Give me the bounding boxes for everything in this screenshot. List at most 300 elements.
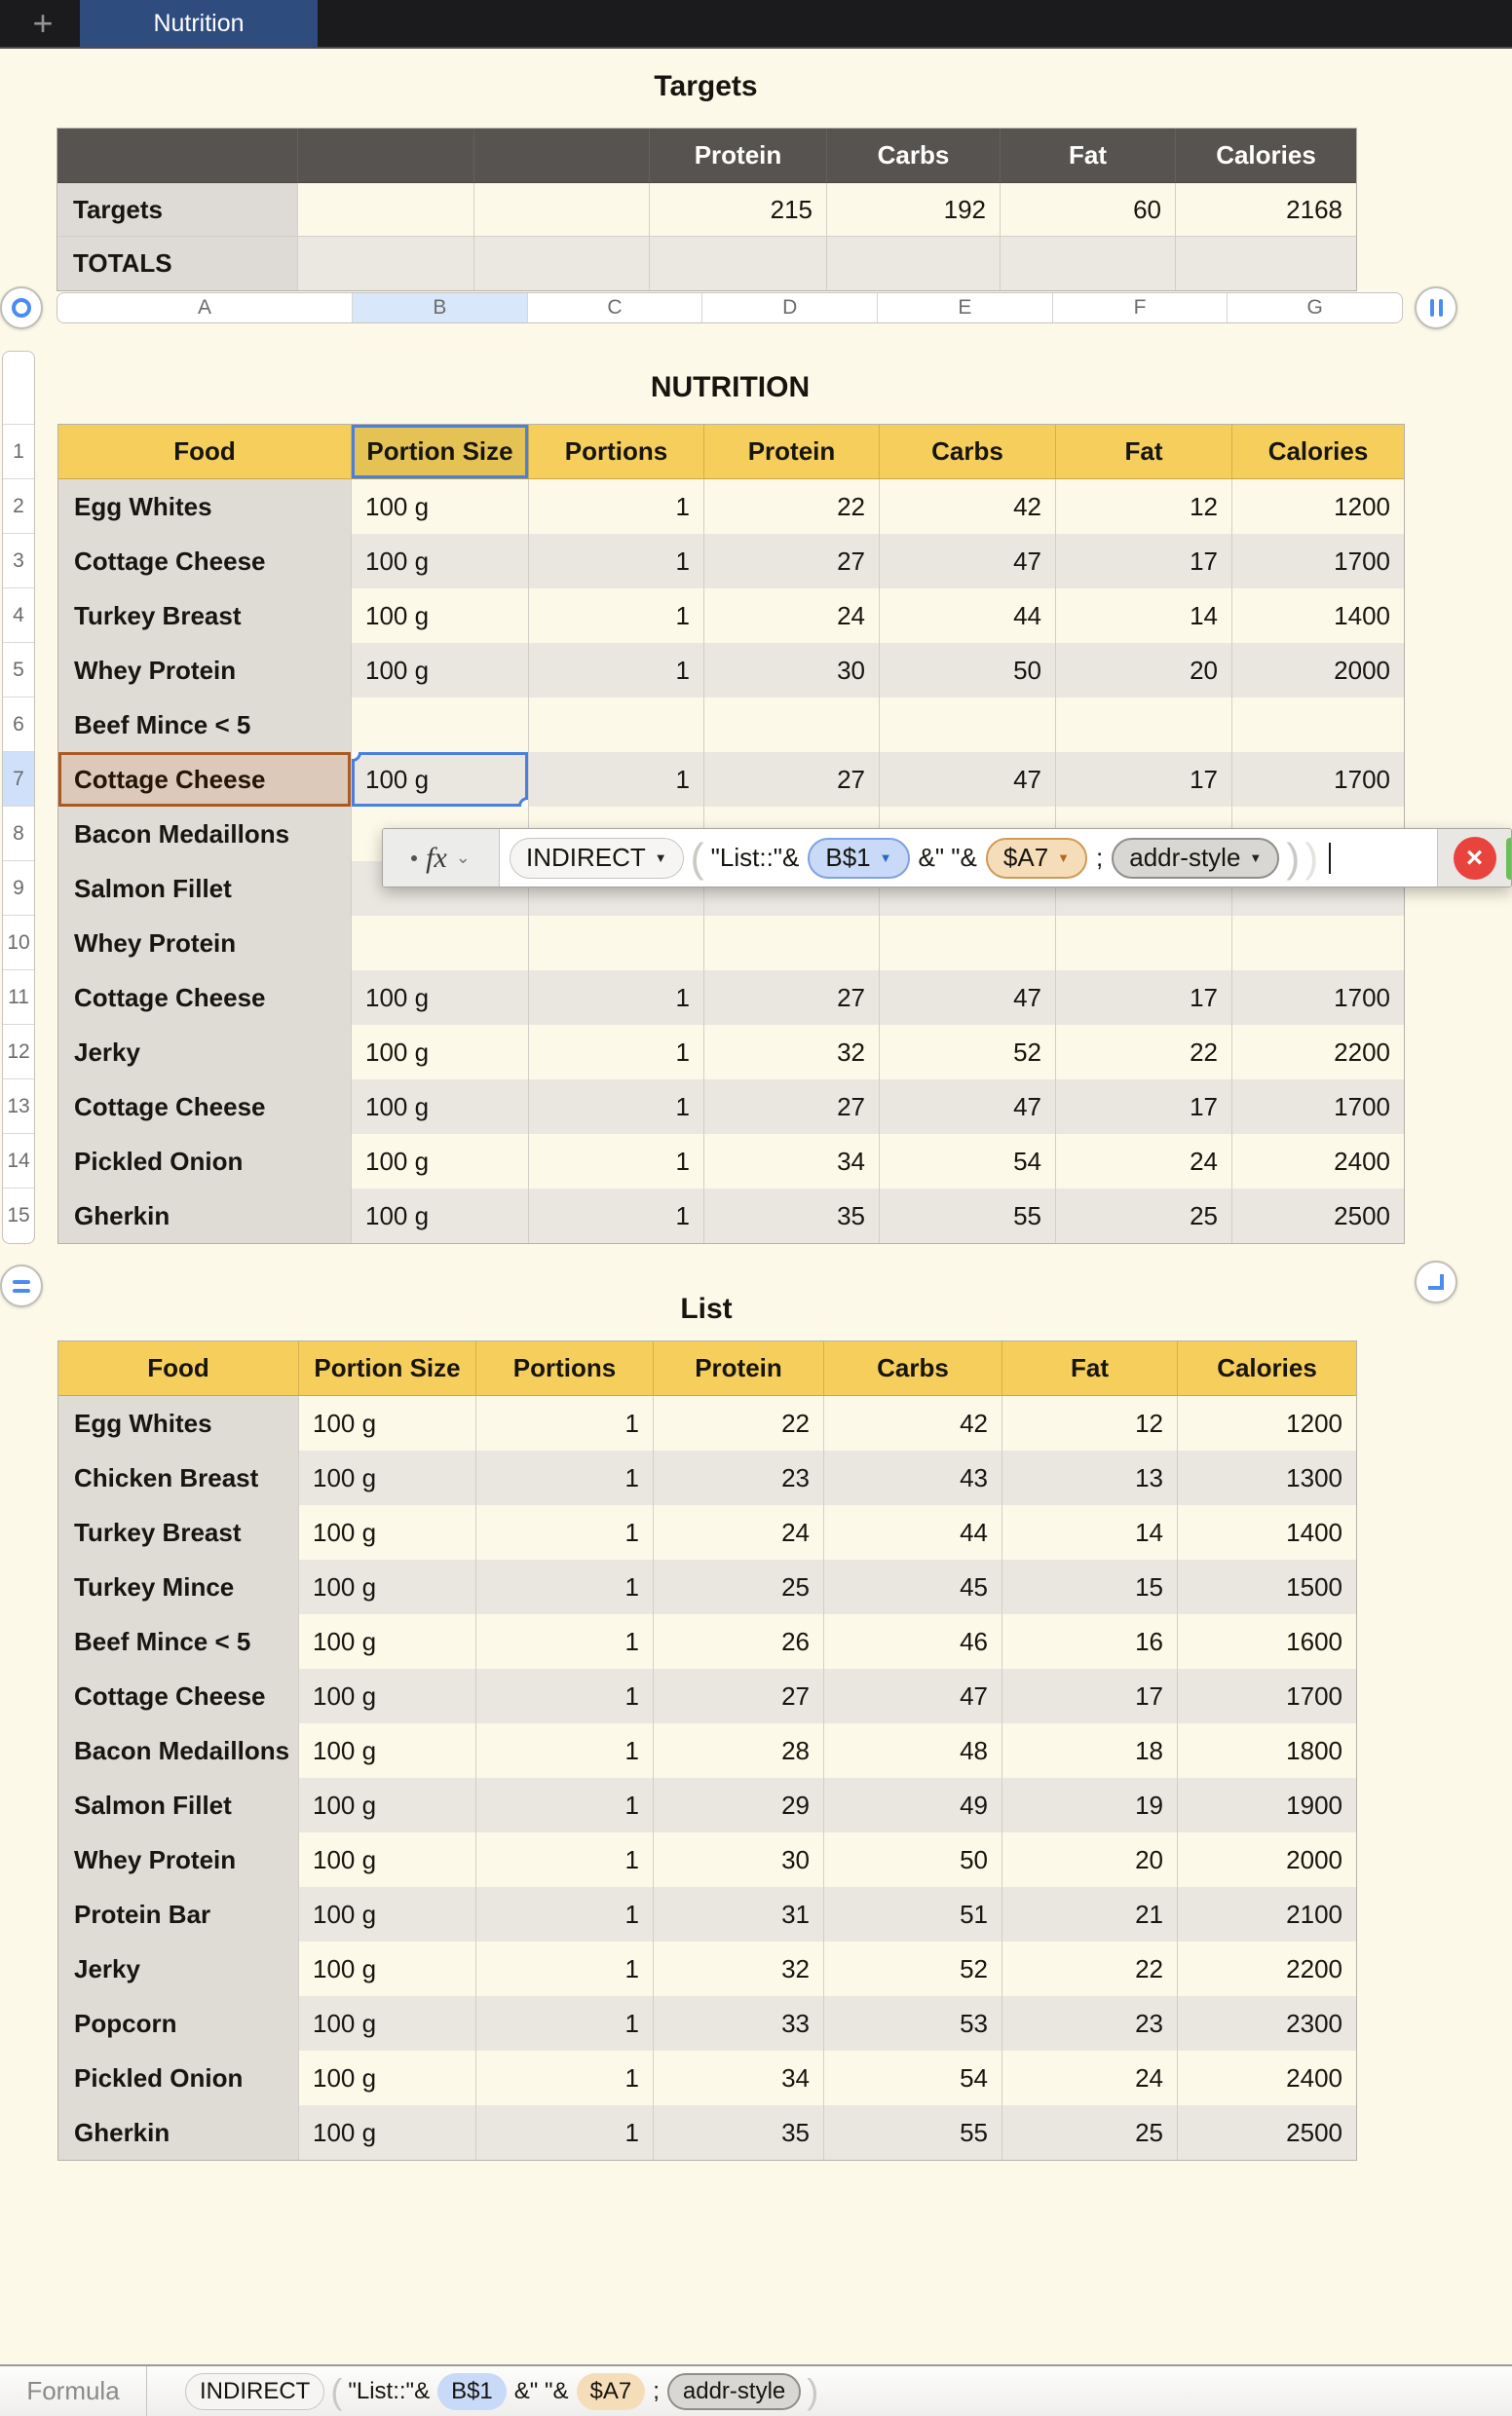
cell-protein[interactable]: 24 bbox=[654, 1505, 824, 1560]
chevron-down-icon: ⌄ bbox=[455, 848, 471, 867]
cell-fat[interactable]: 16 bbox=[1002, 1614, 1178, 1669]
column-letter-label: D bbox=[782, 296, 798, 319]
table-row bbox=[58, 643, 1404, 698]
row-number[interactable] bbox=[3, 969, 34, 1024]
cell-protein[interactable]: 34 bbox=[654, 2051, 824, 2105]
cell-fat[interactable] bbox=[1001, 237, 1176, 290]
cell-calories[interactable]: 1200 bbox=[1178, 1396, 1356, 1451]
cell-food[interactable]: Turkey Breast bbox=[58, 588, 352, 643]
cell-portions[interactable]: 1 bbox=[529, 643, 704, 698]
formula-actions bbox=[1437, 829, 1511, 887]
cell-fat[interactable]: 22 bbox=[1056, 1025, 1232, 1079]
cell-food[interactable]: Egg Whites bbox=[58, 479, 352, 534]
cell-calories[interactable]: 1400 bbox=[1232, 588, 1404, 643]
cell-empty[interactable] bbox=[474, 183, 650, 237]
accept-formula-button[interactable] bbox=[1506, 838, 1511, 880]
cell-calories[interactable]: 2500 bbox=[1232, 1189, 1404, 1243]
cell-carbs[interactable] bbox=[880, 916, 1056, 970]
cell-calories[interactable]: 1600 bbox=[1178, 1614, 1356, 1669]
cell-food[interactable]: Cottage Cheese bbox=[58, 752, 352, 807]
column-letter[interactable] bbox=[1227, 293, 1402, 322]
cell-portions[interactable]: 1 bbox=[476, 1396, 654, 1451]
header-fat[interactable]: Fat bbox=[1001, 129, 1176, 183]
cell-fat[interactable]: 17 bbox=[1056, 752, 1232, 807]
column-letter[interactable] bbox=[1052, 293, 1228, 322]
cell-carbs[interactable]: 53 bbox=[824, 1996, 1002, 2051]
cell-fat[interactable]: 20 bbox=[1002, 1832, 1178, 1887]
cell-carbs[interactable]: 47 bbox=[880, 534, 1056, 588]
header-protein[interactable]: Protein bbox=[650, 129, 827, 183]
cell-protein[interactable]: 27 bbox=[654, 1669, 824, 1723]
row-number[interactable] bbox=[3, 1024, 34, 1078]
add-sheet-button[interactable] bbox=[18, 0, 68, 47]
cell-fat[interactable]: 12 bbox=[1002, 1396, 1178, 1451]
cell-carbs[interactable]: 52 bbox=[824, 1942, 1002, 1996]
close-paren-ghost: ) bbox=[1304, 834, 1319, 881]
cell-calories[interactable]: 1700 bbox=[1232, 752, 1404, 807]
cell-food[interactable]: Pickled Onion bbox=[58, 2051, 299, 2105]
cell-portion-size[interactable]: 100 g bbox=[299, 1614, 476, 1669]
cell-fat[interactable]: 25 bbox=[1002, 2105, 1178, 2160]
cell-protein[interactable]: 27 bbox=[704, 1079, 880, 1134]
cell-portions[interactable]: 1 bbox=[529, 1134, 704, 1189]
row-number[interactable] bbox=[3, 915, 34, 969]
cell-calories[interactable]: 2000 bbox=[1178, 1832, 1356, 1887]
header-carbs[interactable]: Carbs bbox=[824, 1341, 1002, 1396]
cell-calories[interactable]: 1700 bbox=[1232, 970, 1404, 1025]
row-number[interactable] bbox=[3, 697, 34, 751]
cell-food[interactable]: Protein Bar bbox=[58, 1887, 299, 1942]
cell-fat[interactable] bbox=[1056, 698, 1232, 752]
close-paren: ) bbox=[1286, 834, 1301, 881]
add-columns-handle[interactable] bbox=[1415, 286, 1457, 329]
header-blank-a[interactable] bbox=[57, 129, 298, 183]
cell-protein[interactable]: 30 bbox=[704, 643, 880, 698]
cell-carbs[interactable]: 51 bbox=[824, 1887, 1002, 1942]
bars-icon bbox=[13, 1280, 30, 1293]
cell-portions[interactable]: 1 bbox=[476, 1451, 654, 1505]
cell-fat[interactable]: 25 bbox=[1056, 1189, 1232, 1243]
cell-calories[interactable]: 1400 bbox=[1178, 1505, 1356, 1560]
cancel-formula-button[interactable] bbox=[1454, 837, 1496, 880]
cell-portion-size[interactable]: 100 g bbox=[352, 643, 529, 698]
cell-calories[interactable]: 2200 bbox=[1178, 1942, 1356, 1996]
cell-protein[interactable] bbox=[704, 916, 880, 970]
cell-calories[interactable]: 2500 bbox=[1178, 2105, 1356, 2160]
cell-portions[interactable] bbox=[529, 916, 704, 970]
cell-food[interactable]: Jerky bbox=[58, 1942, 299, 1996]
cell-food[interactable]: Cottage Cheese bbox=[58, 1079, 352, 1134]
cell-carbs[interactable]: 48 bbox=[824, 1723, 1002, 1778]
cell-protein[interactable]: 22 bbox=[704, 479, 880, 534]
row-number[interactable] bbox=[3, 533, 34, 587]
cell-calories[interactable]: 1700 bbox=[1232, 534, 1404, 588]
cell-portions[interactable]: 1 bbox=[529, 588, 704, 643]
cell-portions[interactable]: 1 bbox=[476, 1505, 654, 1560]
cell-carbs[interactable]: 49 bbox=[824, 1778, 1002, 1832]
cell-fat[interactable]: 17 bbox=[1056, 534, 1232, 588]
cell-fat[interactable]: 12 bbox=[1056, 479, 1232, 534]
cell-food[interactable]: Whey Protein bbox=[58, 643, 352, 698]
cell-carbs[interactable]: 44 bbox=[824, 1505, 1002, 1560]
cell-carbs[interactable]: 46 bbox=[824, 1614, 1002, 1669]
cell-portion-size[interactable] bbox=[352, 698, 529, 752]
cell-portions[interactable] bbox=[529, 698, 704, 752]
formula-text-segment: &" "& bbox=[513, 2377, 569, 2404]
cell-protein[interactable] bbox=[704, 698, 880, 752]
function-name: INDIRECT bbox=[526, 843, 646, 872]
cell-carbs[interactable]: 42 bbox=[880, 479, 1056, 534]
cell-protein[interactable]: 26 bbox=[654, 1614, 824, 1669]
cell-portions[interactable]: 1 bbox=[476, 2051, 654, 2105]
table-row bbox=[58, 1887, 1356, 1942]
cell-calories[interactable]: 2168 bbox=[1176, 183, 1356, 237]
cell-portion-size[interactable]: 100 g bbox=[352, 752, 529, 807]
row-number[interactable] bbox=[3, 424, 34, 478]
header-food[interactable]: Food bbox=[58, 425, 352, 479]
row-bar-filler bbox=[3, 352, 34, 424]
cell-calories[interactable]: 2400 bbox=[1232, 1134, 1404, 1189]
row-number[interactable] bbox=[3, 751, 34, 806]
cell-calories[interactable]: 1900 bbox=[1178, 1778, 1356, 1832]
cell-carbs[interactable]: 47 bbox=[880, 1079, 1056, 1134]
cell-protein[interactable]: 29 bbox=[654, 1778, 824, 1832]
formula-text-segment[interactable]: &" "& bbox=[918, 843, 977, 872]
header-carbs[interactable]: Carbs bbox=[880, 425, 1056, 479]
cell-carbs[interactable]: 42 bbox=[824, 1396, 1002, 1451]
table-row bbox=[58, 1451, 1356, 1505]
row-number[interactable] bbox=[3, 642, 34, 697]
formula-text-segment: "List::"& bbox=[348, 2377, 431, 2404]
header-calories[interactable]: Calories bbox=[1232, 425, 1404, 479]
cell-protein[interactable]: 27 bbox=[704, 752, 880, 807]
cell-protein[interactable]: 34 bbox=[704, 1134, 880, 1189]
fx-icon: fx bbox=[426, 841, 447, 874]
cell-carbs[interactable] bbox=[827, 237, 1001, 290]
column-letter[interactable] bbox=[57, 293, 352, 322]
cell-portions[interactable]: 1 bbox=[529, 752, 704, 807]
cell-calories[interactable] bbox=[1176, 237, 1356, 290]
cell-food[interactable]: Cottage Cheese bbox=[58, 970, 352, 1025]
cell-calories[interactable]: 1800 bbox=[1178, 1723, 1356, 1778]
nutrition-header-row bbox=[58, 425, 1404, 479]
cell-food[interactable]: Gherkin bbox=[58, 1189, 352, 1243]
cell-carbs[interactable]: 50 bbox=[880, 643, 1056, 698]
cell-food[interactable]: Turkey Mince bbox=[58, 1560, 299, 1614]
table-row bbox=[58, 1396, 1356, 1451]
cell-portion-size[interactable]: 100 g bbox=[299, 1778, 476, 1832]
cell-food[interactable]: Cottage Cheese bbox=[58, 1669, 299, 1723]
cell-portions[interactable]: 1 bbox=[476, 1560, 654, 1614]
table-select-handle[interactable] bbox=[0, 286, 43, 329]
column-reference-bar bbox=[57, 292, 1403, 323]
row-number[interactable] bbox=[3, 1133, 34, 1188]
cell-fat[interactable]: 17 bbox=[1002, 1669, 1178, 1723]
cell-portion-size[interactable]: 100 g bbox=[299, 1832, 476, 1887]
column-letter[interactable] bbox=[352, 293, 527, 322]
row-number-label: 12 bbox=[7, 1039, 30, 1063]
header-portions[interactable]: Portions bbox=[476, 1341, 654, 1396]
cell-fat[interactable]: 17 bbox=[1056, 1079, 1232, 1134]
cell-carbs[interactable]: 55 bbox=[824, 2105, 1002, 2160]
row-number[interactable] bbox=[3, 860, 34, 915]
header-protein[interactable]: Protein bbox=[704, 425, 880, 479]
cell-food[interactable]: Jerky bbox=[58, 1025, 352, 1079]
cell-protein[interactable]: 25 bbox=[654, 1560, 824, 1614]
cell-food[interactable]: Whey Protein bbox=[58, 1832, 299, 1887]
cell-calories[interactable]: 2000 bbox=[1232, 643, 1404, 698]
cell-portion-size[interactable] bbox=[352, 916, 529, 970]
cell-portion-size[interactable]: 100 g bbox=[299, 1505, 476, 1560]
column-letter-label: G bbox=[1306, 296, 1323, 319]
row-number[interactable] bbox=[3, 806, 34, 860]
cell-portions[interactable]: 1 bbox=[476, 1614, 654, 1669]
cell-calories[interactable]: 1300 bbox=[1178, 1451, 1356, 1505]
cell-fat[interactable]: 18 bbox=[1002, 1723, 1178, 1778]
header-portion-size[interactable]: Portion Size bbox=[352, 425, 529, 479]
cell-fat[interactable]: 21 bbox=[1002, 1887, 1178, 1942]
header-fat[interactable]: Fat bbox=[1056, 425, 1232, 479]
row-number-label: 14 bbox=[7, 1149, 30, 1172]
row-number[interactable] bbox=[3, 1078, 34, 1133]
cell-calories[interactable]: 2100 bbox=[1178, 1887, 1356, 1942]
cell-protein[interactable]: 22 bbox=[654, 1396, 824, 1451]
cell-ref-label: B$1 bbox=[451, 2377, 493, 2404]
cell-portion-size[interactable]: 100 g bbox=[299, 1887, 476, 1942]
cell-portion-size[interactable]: 100 g bbox=[299, 2051, 476, 2105]
cell-carbs[interactable]: 54 bbox=[880, 1134, 1056, 1189]
cell-food[interactable]: Turkey Breast bbox=[58, 1505, 299, 1560]
cell-food[interactable]: Pickled Onion bbox=[58, 1134, 352, 1189]
dropdown-arrow-icon: ▼ bbox=[1057, 850, 1071, 865]
cell-carbs[interactable]: 47 bbox=[880, 970, 1056, 1025]
cell-portion-size[interactable]: 100 g bbox=[352, 588, 529, 643]
cell-ref-token-b1[interactable] bbox=[808, 838, 909, 879]
cell-portion-size[interactable]: 100 g bbox=[352, 534, 529, 588]
cell-portion-size[interactable]: 100 g bbox=[352, 1189, 529, 1243]
add-rows-handle[interactable] bbox=[0, 1265, 43, 1307]
cell-protein[interactable]: 215 bbox=[650, 183, 827, 237]
cell-food[interactable]: Chicken Breast bbox=[58, 1451, 299, 1505]
cell-fat[interactable]: 22 bbox=[1002, 1942, 1178, 1996]
cell-fat[interactable]: 13 bbox=[1002, 1451, 1178, 1505]
cell-protein[interactable]: 27 bbox=[704, 534, 880, 588]
cell-food[interactable]: Cottage Cheese bbox=[58, 534, 352, 588]
cell-portion-size[interactable]: 100 g bbox=[352, 1025, 529, 1079]
cell-calories[interactable]: 2400 bbox=[1178, 2051, 1356, 2105]
cell-protein[interactable]: 31 bbox=[654, 1887, 824, 1942]
cell-calories[interactable]: 1700 bbox=[1232, 1079, 1404, 1134]
cell-portion-size[interactable]: 100 g bbox=[352, 970, 529, 1025]
cell-calories[interactable] bbox=[1232, 916, 1404, 970]
row-number-label: 15 bbox=[7, 1203, 30, 1227]
cell-food[interactable]: Salmon Fillet bbox=[58, 861, 352, 916]
targets-row bbox=[57, 183, 1356, 237]
cell-row-label[interactable]: Targets bbox=[57, 183, 298, 237]
cell-protein[interactable]: 32 bbox=[704, 1025, 880, 1079]
cell-portions[interactable]: 1 bbox=[529, 534, 704, 588]
cell-carbs[interactable]: 52 bbox=[880, 1025, 1056, 1079]
cell-portions[interactable]: 1 bbox=[476, 1996, 654, 2051]
cell-ref-label: $A7 bbox=[1002, 843, 1049, 872]
cell-ref-token-a7[interactable] bbox=[986, 838, 1087, 879]
header-food[interactable]: Food bbox=[58, 1341, 299, 1396]
dropdown-arrow-icon: ▼ bbox=[1249, 850, 1263, 865]
cell-portion-size[interactable]: 100 g bbox=[299, 1560, 476, 1614]
formula-text-segment[interactable]: "List::"& bbox=[710, 843, 800, 872]
cell-portions[interactable]: 1 bbox=[529, 970, 704, 1025]
cell-food[interactable]: Popcorn bbox=[58, 1996, 299, 2051]
cell-calories[interactable]: 1200 bbox=[1232, 479, 1404, 534]
cell-portion-size[interactable]: 100 g bbox=[299, 1396, 476, 1451]
bar-icon bbox=[1430, 299, 1434, 317]
column-letter[interactable] bbox=[877, 293, 1052, 322]
header-blank-c[interactable] bbox=[474, 129, 650, 183]
cell-row-label[interactable]: TOTALS bbox=[57, 237, 298, 290]
table-row bbox=[58, 1079, 1404, 1134]
sheet-tab-nutrition[interactable] bbox=[80, 0, 318, 47]
cell-fat[interactable]: 17 bbox=[1056, 970, 1232, 1025]
cell-protein[interactable]: 35 bbox=[704, 1189, 880, 1243]
header-portions[interactable]: Portions bbox=[529, 425, 704, 479]
cell-fat[interactable]: 14 bbox=[1056, 588, 1232, 643]
table-row bbox=[58, 1025, 1404, 1079]
header-calories[interactable]: Calories bbox=[1176, 129, 1356, 183]
close-icon: × bbox=[1465, 841, 1484, 874]
cell-calories[interactable]: 2300 bbox=[1178, 1996, 1356, 2051]
cell-portion-size[interactable]: 100 g bbox=[352, 1079, 529, 1134]
cell-carbs[interactable]: 44 bbox=[880, 588, 1056, 643]
cell-portions[interactable]: 1 bbox=[476, 1669, 654, 1723]
cell-carbs[interactable] bbox=[880, 698, 1056, 752]
row-number[interactable] bbox=[3, 587, 34, 642]
cell-portions[interactable]: 1 bbox=[529, 1189, 704, 1243]
cell-fat[interactable]: 24 bbox=[1002, 2051, 1178, 2105]
cell-calories[interactable]: 2200 bbox=[1232, 1025, 1404, 1079]
cell-portion-size[interactable]: 100 g bbox=[299, 1669, 476, 1723]
function-token-indirect[interactable] bbox=[510, 838, 684, 879]
cell-protein[interactable]: 24 bbox=[704, 588, 880, 643]
table-row bbox=[58, 2051, 1356, 2105]
column-letter[interactable] bbox=[527, 293, 702, 322]
cell-food[interactable]: Bacon Medaillons bbox=[58, 1723, 299, 1778]
cell-food[interactable]: Beef Mince < 5 bbox=[58, 1614, 299, 1669]
cell-portion-size[interactable]: 100 g bbox=[352, 479, 529, 534]
header-blank-b[interactable] bbox=[298, 129, 474, 183]
cell-portions[interactable]: 1 bbox=[529, 1025, 704, 1079]
cell-calories[interactable]: 1700 bbox=[1178, 1669, 1356, 1723]
cell-portions[interactable]: 1 bbox=[476, 1832, 654, 1887]
row-number-label: 4 bbox=[13, 603, 24, 626]
column-letter[interactable] bbox=[701, 293, 877, 322]
header-protein[interactable]: Protein bbox=[654, 1341, 824, 1396]
cell-portions[interactable]: 1 bbox=[476, 2105, 654, 2160]
row-number[interactable] bbox=[3, 478, 34, 533]
table-row bbox=[58, 1832, 1356, 1887]
header-calories[interactable]: Calories bbox=[1178, 1341, 1356, 1396]
cell-protein[interactable]: 35 bbox=[654, 2105, 824, 2160]
cell-fat[interactable]: 24 bbox=[1056, 1134, 1232, 1189]
formula-label: Formula bbox=[26, 2376, 120, 2405]
header-portion-size[interactable]: Portion Size bbox=[299, 1341, 476, 1396]
cell-protein[interactable]: 33 bbox=[654, 1996, 824, 2051]
bullet-icon bbox=[411, 855, 417, 861]
cell-portion-size[interactable]: 100 g bbox=[299, 1942, 476, 1996]
cell-calories[interactable]: 1500 bbox=[1178, 1560, 1356, 1614]
addr-style-token bbox=[667, 2373, 801, 2410]
cell-carbs[interactable]: 47 bbox=[880, 752, 1056, 807]
cell-protein[interactable] bbox=[650, 237, 827, 290]
cell-protein[interactable]: 32 bbox=[654, 1942, 824, 1996]
cell-carbs[interactable]: 45 bbox=[824, 1560, 1002, 1614]
cell-protein[interactable]: 30 bbox=[654, 1832, 824, 1887]
cell-portions[interactable]: 1 bbox=[476, 1887, 654, 1942]
table-row bbox=[58, 479, 1404, 534]
cell-food[interactable]: Bacon Medaillons bbox=[58, 807, 352, 861]
row-number[interactable] bbox=[3, 1188, 34, 1242]
cell-empty[interactable] bbox=[298, 183, 474, 237]
cell-portion-size[interactable]: 100 g bbox=[299, 2105, 476, 2160]
cell-carbs[interactable]: 47 bbox=[824, 1669, 1002, 1723]
cell-portions[interactable]: 1 bbox=[476, 1723, 654, 1778]
cell-empty[interactable] bbox=[474, 237, 650, 290]
cell-food[interactable]: Gherkin bbox=[58, 2105, 299, 2160]
cell-fat[interactable]: 23 bbox=[1002, 1996, 1178, 2051]
cell-ref-token-b1 bbox=[437, 2373, 507, 2410]
cell-fat[interactable]: 20 bbox=[1056, 643, 1232, 698]
cell-fat[interactable] bbox=[1056, 916, 1232, 970]
cell-portion-size[interactable]: 100 g bbox=[299, 1451, 476, 1505]
cell-carbs[interactable]: 55 bbox=[880, 1189, 1056, 1243]
cell-calories[interactable] bbox=[1232, 698, 1404, 752]
cell-portions[interactable]: 1 bbox=[476, 1942, 654, 1996]
formula-fx-menu[interactable] bbox=[383, 829, 500, 887]
cell-portion-size[interactable]: 100 g bbox=[299, 1723, 476, 1778]
cell-protein[interactable]: 23 bbox=[654, 1451, 824, 1505]
cell-empty[interactable] bbox=[298, 237, 474, 290]
cell-food[interactable]: Salmon Fillet bbox=[58, 1778, 299, 1832]
cell-portion-size[interactable]: 100 g bbox=[352, 1134, 529, 1189]
cell-carbs[interactable]: 43 bbox=[824, 1451, 1002, 1505]
header-carbs[interactable]: Carbs bbox=[827, 129, 1001, 183]
cell-portions[interactable]: 1 bbox=[476, 1778, 654, 1832]
dropdown-arrow-icon: ▼ bbox=[879, 850, 892, 865]
cell-fat[interactable]: 19 bbox=[1002, 1778, 1178, 1832]
row-reference-bar bbox=[2, 351, 35, 1244]
open-paren: ( bbox=[690, 834, 704, 881]
resize-table-handle[interactable] bbox=[1415, 1261, 1457, 1303]
formula-input[interactable] bbox=[500, 829, 1437, 887]
addr-style-token[interactable] bbox=[1112, 838, 1279, 879]
cell-carbs[interactable]: 50 bbox=[824, 1832, 1002, 1887]
cell-fat[interactable]: 60 bbox=[1001, 183, 1176, 237]
targets-table bbox=[57, 128, 1357, 291]
cell-food[interactable]: Beef Mince < 5 bbox=[58, 698, 352, 752]
table-row bbox=[58, 916, 1404, 970]
header-fat[interactable]: Fat bbox=[1002, 1341, 1178, 1396]
cell-portions[interactable]: 1 bbox=[529, 1079, 704, 1134]
cell-food[interactable]: Egg Whites bbox=[58, 1396, 299, 1451]
cell-fat[interactable]: 15 bbox=[1002, 1560, 1178, 1614]
cell-carbs[interactable]: 192 bbox=[827, 183, 1001, 237]
cell-protein[interactable]: 28 bbox=[654, 1723, 824, 1778]
cell-portion-size[interactable]: 100 g bbox=[299, 1996, 476, 2051]
cell-portions[interactable]: 1 bbox=[529, 479, 704, 534]
cell-fat[interactable]: 14 bbox=[1002, 1505, 1178, 1560]
cell-protein[interactable]: 27 bbox=[704, 970, 880, 1025]
cell-food[interactable]: Whey Protein bbox=[58, 916, 352, 970]
cell-carbs[interactable]: 54 bbox=[824, 2051, 1002, 2105]
